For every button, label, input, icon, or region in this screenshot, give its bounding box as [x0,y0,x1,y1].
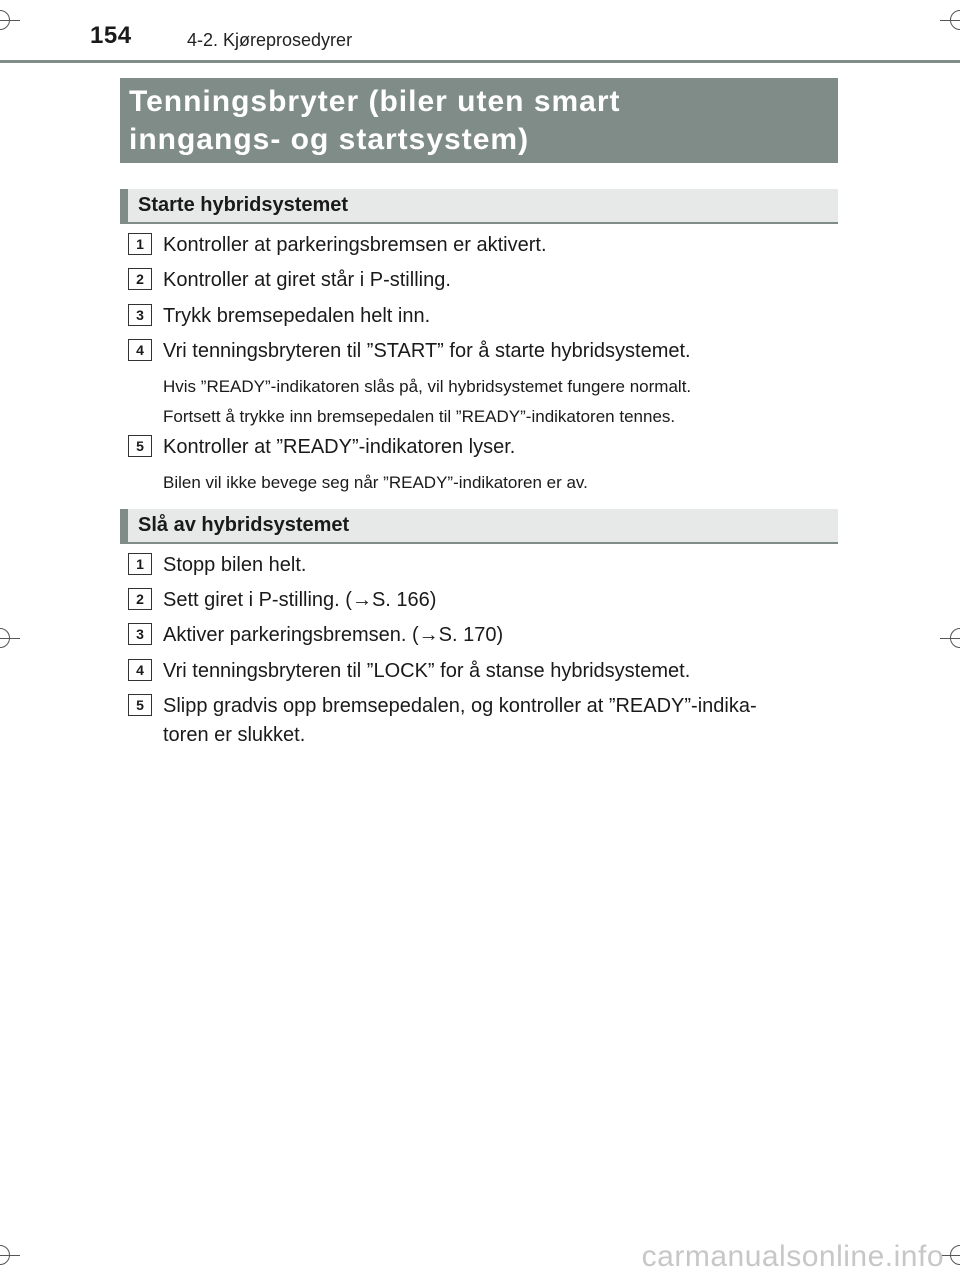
stop-step [128,551,840,580]
step-number-badge: 4 [128,659,152,681]
registration-mark [950,1245,960,1265]
start-step [128,433,840,462]
section-title: 4-2. Kjøreprosedyrer [187,30,353,50]
step-number-badge: 5 [128,435,152,457]
step-number-badge: 2 [128,268,152,290]
step-text: Trykk bremsepedalen helt inn. [163,305,431,327]
step-number-badge: 4 [128,339,152,361]
watermark: carmanualsonline.info [641,1240,944,1273]
stop-step [128,657,840,686]
registration-mark [950,10,960,30]
step-note: Hvis ”READY”-indikatoren slås på, vil hybridsystemet fungere normalt. [163,377,692,396]
registration-mark [950,628,960,648]
step-note: Bilen vil ikke bevege seg når ”READY”-indikatoren er av. [163,473,588,492]
section-heading-stop: Slå av hybridsystemet [120,509,838,544]
step-text: Kontroller at ”READY”-indikatoren lyser. [163,436,516,458]
registration-mark [0,10,10,30]
stop-step [128,621,840,650]
step-number-badge: 3 [128,623,152,645]
step-text: Stopp bilen helt. [163,554,307,576]
start-step [128,302,840,331]
step-text: Aktiver parkeringsbremsen. (→S. 170) [163,624,504,646]
start-step [128,337,840,366]
stop-step [128,692,840,750]
section-heading-start: Starte hybridsystemet [120,189,838,224]
step-number-badge: 3 [128,304,152,326]
page-title-line-1: Tenningsbryter (biler uten smart [129,85,621,118]
registration-mark [0,628,10,648]
step-text: Kontroller at giret står i P-stilling. [163,269,451,291]
step-text: Slipp gradvis opp bremsepedalen, og kontroller at ”READY”-indika- toren er slukket. [163,695,757,746]
step-number-badge: 5 [128,694,152,716]
page-number: 154 [90,22,132,49]
start-step [128,231,840,260]
stop-step [128,586,840,615]
header-rule [0,60,960,63]
start-step [128,266,840,295]
step-text: Vri tenningsbryteren til ”START” for å starte hybridsystemet. [163,340,691,362]
registration-mark [0,1245,10,1265]
step-note: Fortsett å trykke inn bremsepedalen til ”READY”-indikatoren tennes. [163,407,676,426]
step-text: Kontroller at parkeringsbremsen er aktivert. [163,234,547,256]
step-text: Sett giret i P-stilling. (→S. 166) [163,589,437,611]
step-number-badge: 1 [128,233,152,255]
step-number-badge: 2 [128,588,152,610]
step-text: Vri tenningsbryteren til ”LOCK” for å stanse hybridsystemet. [163,660,691,682]
step-number-badge: 1 [128,553,152,575]
page-title [120,78,838,163]
page-title-line-2: inngangs- og startsystem) [129,123,530,156]
